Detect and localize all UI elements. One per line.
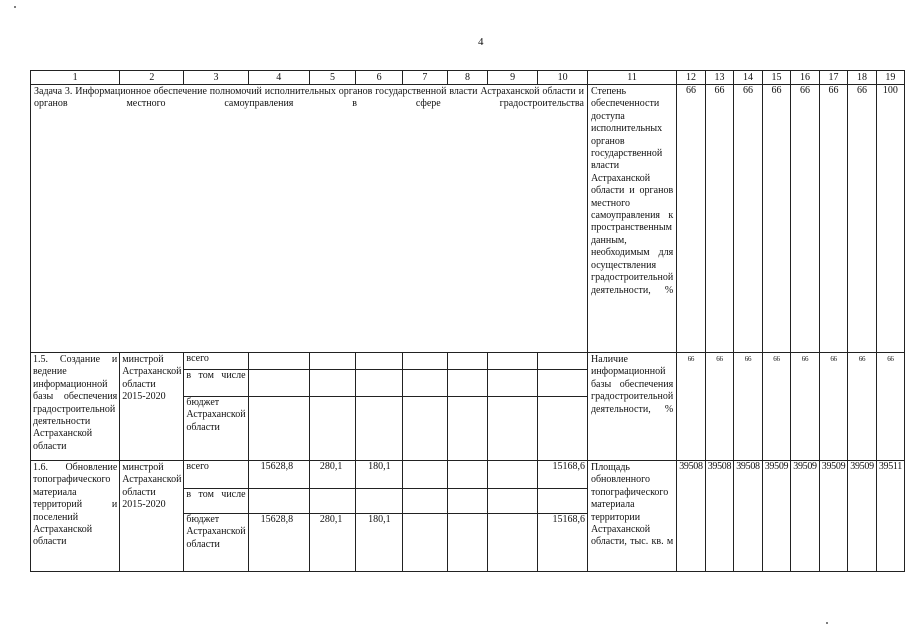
cell-col10 xyxy=(538,397,588,461)
task-value: 66 xyxy=(762,85,791,353)
item-value: 39511 xyxy=(876,461,904,572)
cell-col10 xyxy=(538,353,588,370)
cell-col5 xyxy=(309,397,355,461)
cell-col8 xyxy=(447,397,487,461)
cell-col6 xyxy=(356,489,403,514)
cell-col10 xyxy=(538,489,588,514)
column-number: 11 xyxy=(587,71,676,85)
cell-col8 xyxy=(447,489,487,514)
task-row xyxy=(31,85,905,353)
cell-col7 xyxy=(403,397,448,461)
column-number: 14 xyxy=(734,71,763,85)
task-value: 66 xyxy=(819,85,848,353)
cell-col8 xyxy=(447,353,487,370)
item-indicator: Площадь обновленного топографического материала территории Астраханской области, тыс. кв. м xyxy=(587,461,676,572)
item-value: 39508 xyxy=(705,461,734,572)
item-name: 1.6. Обновление топографического материала территорий и поселений Астраханской области xyxy=(31,461,120,572)
column-number: 2 xyxy=(120,71,184,85)
column-number: 1 xyxy=(31,71,120,85)
column-number: 12 xyxy=(677,71,706,85)
cell-col7 xyxy=(403,370,448,397)
item-value: 66 xyxy=(791,353,820,461)
cell-col5: 280,1 xyxy=(309,461,355,489)
cell-col6 xyxy=(356,370,403,397)
item-value: 39508 xyxy=(734,461,763,572)
cell-col9 xyxy=(488,353,538,370)
cell-col8 xyxy=(447,461,487,489)
program-table xyxy=(30,70,905,572)
cell-col7 xyxy=(403,461,448,489)
item-value: 66 xyxy=(705,353,734,461)
task-value: 66 xyxy=(734,85,763,353)
column-number: 10 xyxy=(538,71,588,85)
task-value: 66 xyxy=(791,85,820,353)
funding-label: в том числе xyxy=(184,489,248,514)
cell-col9 xyxy=(488,514,538,572)
cell-col10: 15168,6 xyxy=(538,514,588,572)
column-number: 4 xyxy=(248,71,309,85)
column-number: 3 xyxy=(184,71,248,85)
cell-col6 xyxy=(356,353,403,370)
column-number: 5 xyxy=(309,71,355,85)
cell-col7 xyxy=(403,514,448,572)
funding-label: бюджет Астраханской области xyxy=(184,397,248,461)
item-value: 39508 xyxy=(677,461,706,572)
task-value: 66 xyxy=(848,85,877,353)
funding-label: в том числе xyxy=(184,370,248,397)
item-executor: минстрой Астраханской области 2015-2020 xyxy=(120,353,184,461)
cell-col7 xyxy=(403,489,448,514)
item-value: 66 xyxy=(734,353,763,461)
task-title: Задача 3. Информационное обеспечение полномочий исполнительных органов государственной власти Астраханской области и органов местного самоуправления в сфере градостроительства xyxy=(31,85,588,353)
column-number: 16 xyxy=(791,71,820,85)
item-row xyxy=(31,353,905,370)
column-number: 19 xyxy=(876,71,904,85)
cell-col7 xyxy=(403,353,448,370)
cell-col4: 15628,8 xyxy=(248,461,309,489)
cell-col9 xyxy=(488,370,538,397)
column-number: 13 xyxy=(705,71,734,85)
column-number-row xyxy=(31,71,905,85)
item-value: 39509 xyxy=(762,461,791,572)
item-value: 39509 xyxy=(791,461,820,572)
item-value: 66 xyxy=(677,353,706,461)
column-number: 18 xyxy=(848,71,877,85)
column-number: 9 xyxy=(488,71,538,85)
cell-col6: 180,1 xyxy=(356,461,403,489)
cell-col4 xyxy=(248,353,309,370)
cell-col6: 180,1 xyxy=(356,514,403,572)
column-number: 15 xyxy=(762,71,791,85)
funding-label: всего xyxy=(184,461,248,489)
item-executor: минстрой Астраханской области 2015-2020 xyxy=(120,461,184,572)
item-value: 39509 xyxy=(819,461,848,572)
task-value: 100 xyxy=(876,85,904,353)
item-indicator: Наличие информационной базы обеспечения градостроительной деятельности, % xyxy=(587,353,676,461)
cell-col5 xyxy=(309,370,355,397)
cell-col4 xyxy=(248,370,309,397)
cell-col4 xyxy=(248,397,309,461)
cell-col5 xyxy=(309,353,355,370)
column-number: 7 xyxy=(403,71,448,85)
cell-col9 xyxy=(488,461,538,489)
column-number: 6 xyxy=(356,71,403,85)
cell-col9 xyxy=(488,397,538,461)
cell-col5 xyxy=(309,489,355,514)
scan-speck xyxy=(14,6,16,8)
item-name: 1.5. Создание и ведение информационной базы обеспечения градостроительной деятельности Астраханской области xyxy=(31,353,120,461)
cell-col6 xyxy=(356,397,403,461)
item-row xyxy=(31,461,905,489)
cell-col10: 15168,6 xyxy=(538,461,588,489)
item-value: 66 xyxy=(876,353,904,461)
funding-label: всего xyxy=(184,353,248,370)
cell-col10 xyxy=(538,370,588,397)
cell-col4 xyxy=(248,489,309,514)
item-value: 66 xyxy=(819,353,848,461)
cell-col8 xyxy=(447,370,487,397)
cell-col4: 15628,8 xyxy=(248,514,309,572)
page-number: 4 xyxy=(478,36,484,48)
cell-col9 xyxy=(488,489,538,514)
task-indicator: Степень обеспеченности доступа исполнительных органов государственной власти Астраханской области и органов местного самоуправления к пространственным данным, необходимым для осуществления градостроительной деятельности, % xyxy=(587,85,676,353)
item-value: 39509 xyxy=(848,461,877,572)
task-value: 66 xyxy=(677,85,706,353)
column-number: 8 xyxy=(447,71,487,85)
column-number: 17 xyxy=(819,71,848,85)
item-value: 66 xyxy=(848,353,877,461)
funding-label: бюджет Астраханской области xyxy=(184,514,248,572)
scan-speck xyxy=(826,622,828,624)
cell-col8 xyxy=(447,514,487,572)
task-value: 66 xyxy=(705,85,734,353)
cell-col5: 280,1 xyxy=(309,514,355,572)
item-value: 66 xyxy=(762,353,791,461)
